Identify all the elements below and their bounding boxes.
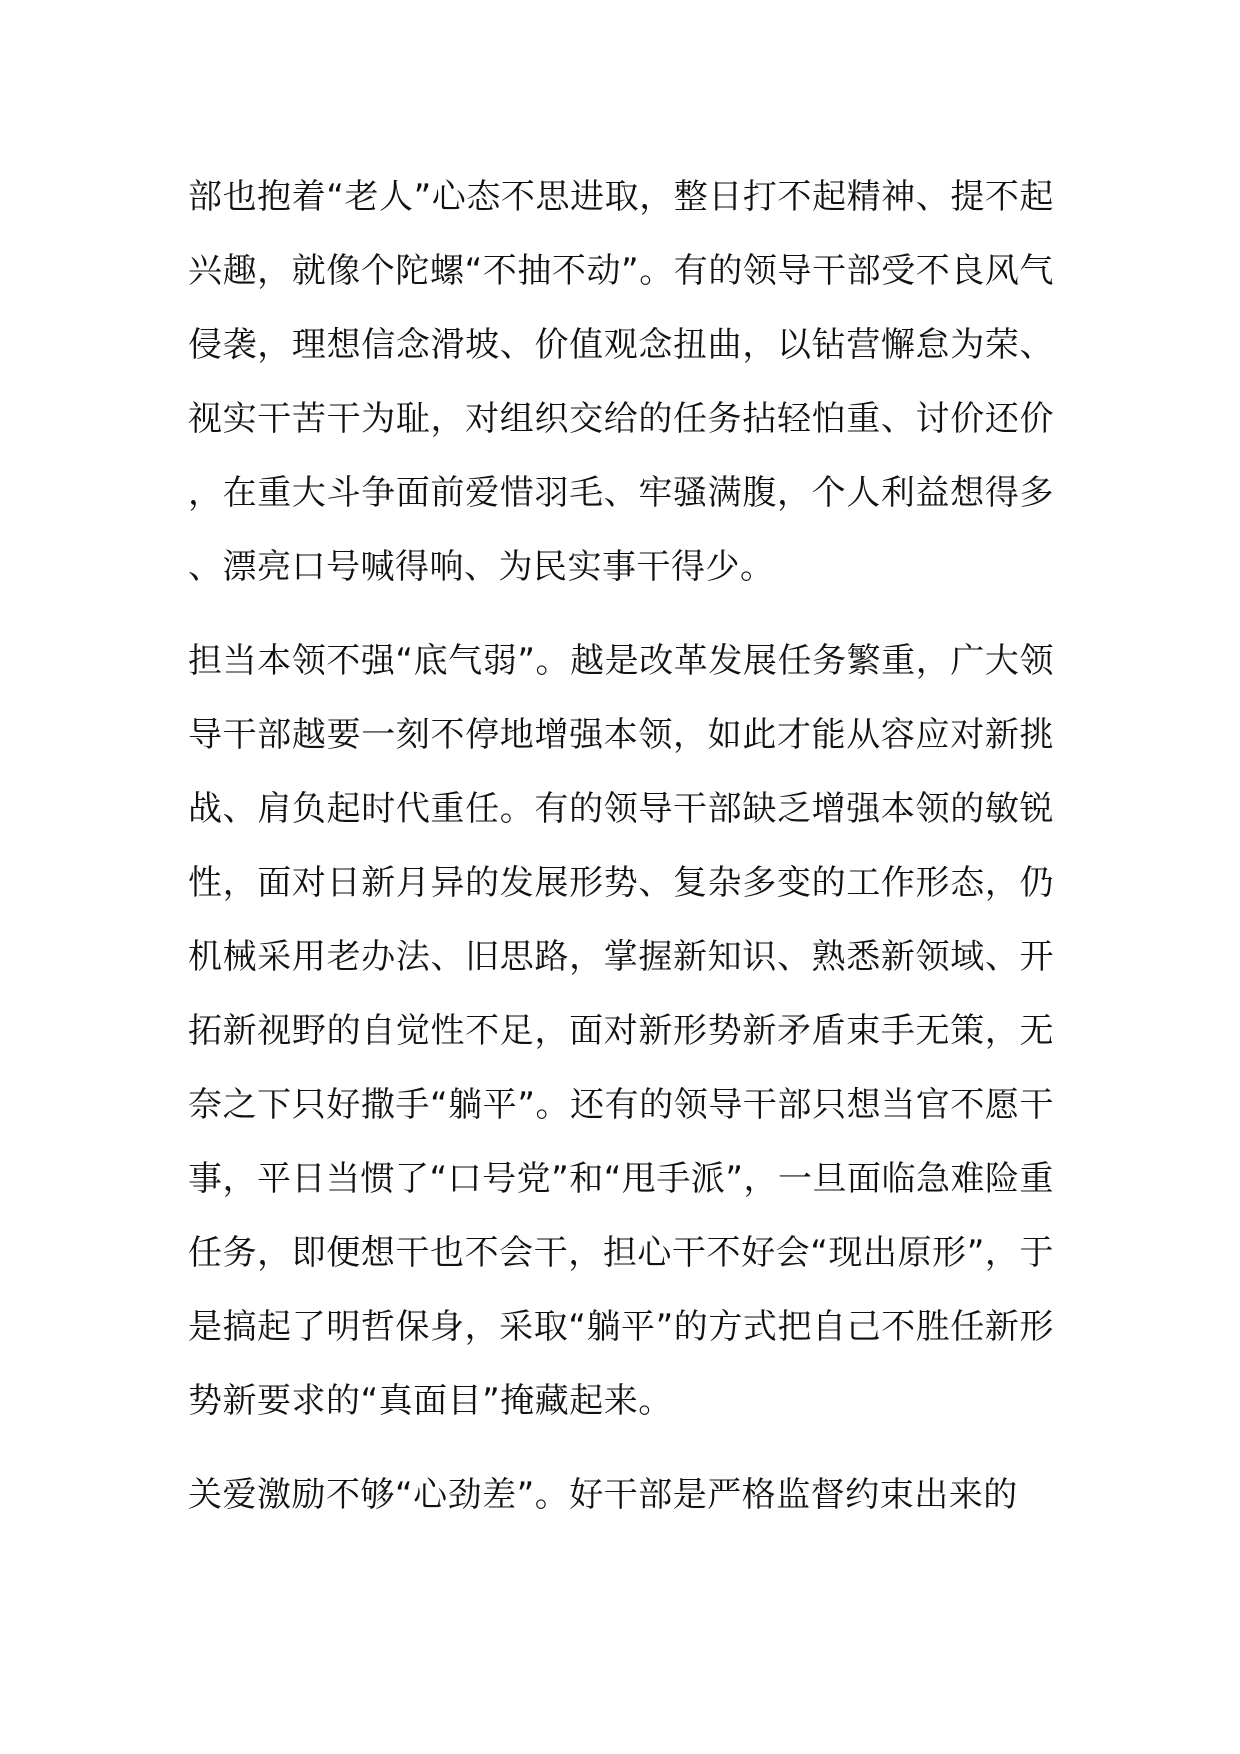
paragraph-2: 担当本领不强“底气弱”。越是改革发展任务繁重，广大领导干部越要一刻不停地增强本领，如此才能从容应对新挑战、肩负起时代重任。有的领导干部缺乏增强本领的敏锐性，面对日新月异的发展形势、复杂多变的工作形态，仍机械采用老办法、旧思路，掌握新知识、熟悉新领域、开拓新视野的自觉性不足，面对新形势新矛盾束手无策，无奈之下只好撒手“躺平”。还有的领导干部只想当官不愿干事，平日当惯了“口号党”和“甩手派”，一旦面临急难险重任务，即便想干也不会干，担心干不好会“现出原形”，于是搞起了明哲保身，采取“躺平”的方式把自己不胜任新形势新要求的“真面目”掩藏起来。 (188, 641, 1054, 1421)
paragraph-1: 部也抱着“老人”心态不思进取，整日打不起精神、提不起兴趣，就像个陀螺“不抽不动”。有的领导干部受不良风气侵袭，理想信念滑坡、价值观念扭曲，以钻营懈怠为荣、视实干苦干为耻，对组织交给的任务拈轻怕重、讨价还价，在重大斗争面前爱惜羽毛、牢骚满腹，个人利益想得多、漂亮口号喊得响、为民实事干得少。 (188, 177, 1054, 587)
paragraph-3: 关爱激励不够“心劲差”。好干部是严格监督约束出来的 (188, 1475, 1018, 1515)
document-body (188, 160, 1054, 1532)
